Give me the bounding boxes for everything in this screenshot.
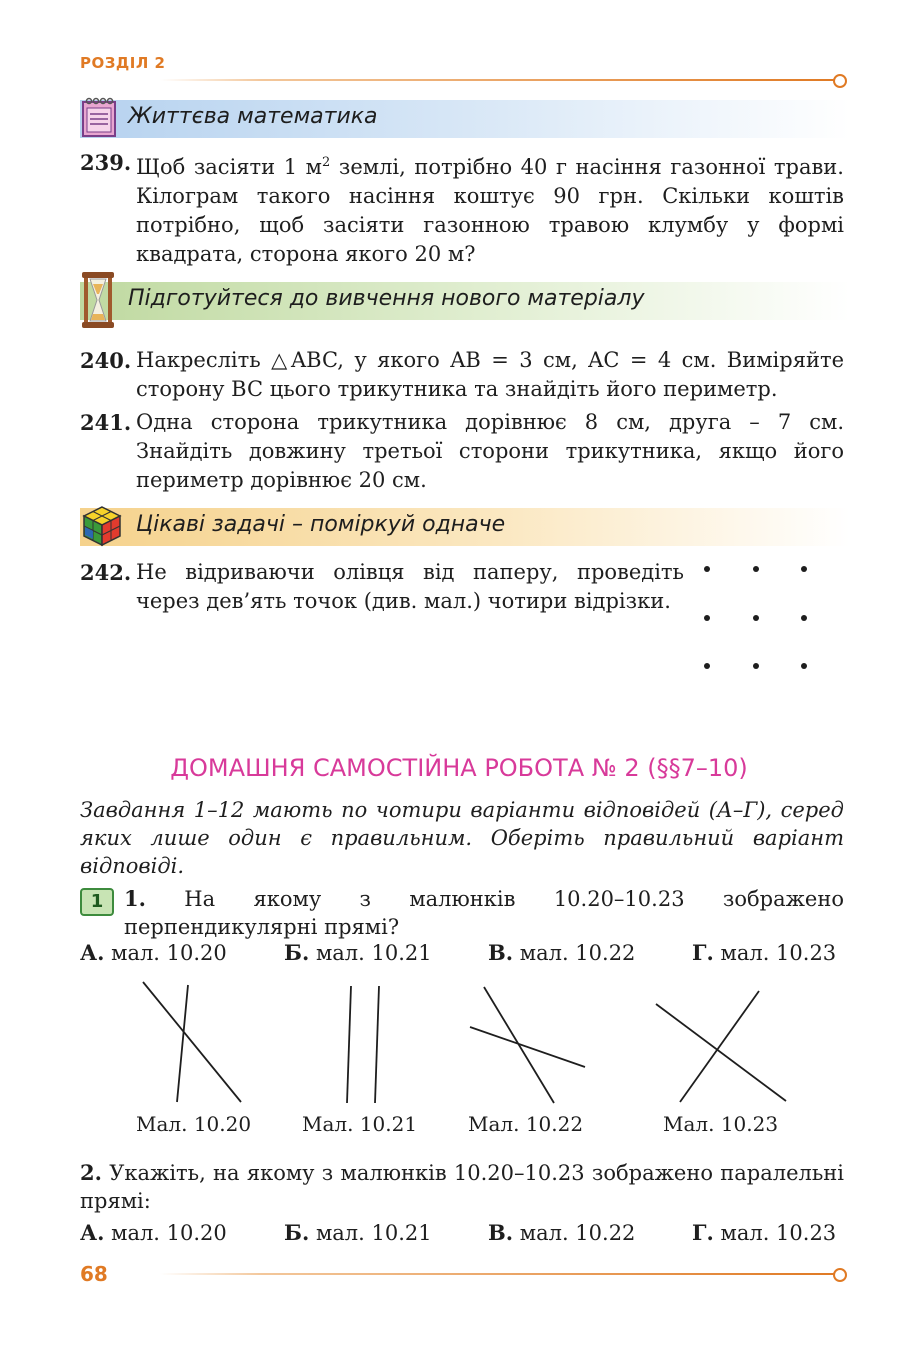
section-banner-puzzles — [80, 508, 850, 546]
problem-number: 242. — [80, 560, 132, 585]
homework-intro: Завдання 1–12 мають по чотири варіанти відповідей (А–Г), серед яких лише один є правильним. Оберіть правильний варіант відповіді. — [80, 798, 844, 878]
option-a[interactable]: А. мал. 10.20 — [80, 940, 227, 965]
question-text: На якому з малюнків 10.20–10.23 зображено перпендикулярні прямі? — [124, 887, 844, 939]
figure-caption-10-23: Мал. 10.23 — [663, 1112, 779, 1136]
figure-10-21 — [347, 986, 379, 1103]
figure-caption-10-22: Мал. 10.22 — [468, 1112, 584, 1136]
dot — [753, 566, 759, 572]
dot — [801, 663, 807, 669]
problem-240 — [80, 346, 844, 404]
question-1 — [124, 885, 844, 941]
problem-number: 241. — [80, 410, 132, 435]
option-a[interactable]: А. мал. 10.20 — [80, 1220, 227, 1245]
footer-rule — [160, 1273, 835, 1275]
option-d[interactable]: Г. мал. 10.23 — [692, 940, 837, 965]
dot — [704, 566, 710, 572]
chapter-label: РОЗДІЛ 2 — [80, 54, 166, 72]
option-b[interactable]: Б. мал. 10.21 — [284, 940, 432, 965]
problem-text: Одна сторона трикутника дорівнює 8 см, друга – 7 см. Знайдіть довжину третьої сторони трикутника, якщо його периметр дорівнює 20 см. — [136, 410, 844, 492]
problem-text: Накресліть △ABC, у якого AB = 3 см, AC = 4 см. Виміряйте сторону BC цього трикутника та знайдіть його периметр. — [136, 348, 844, 401]
problem-242 — [80, 558, 684, 616]
homework-title: ДОМАШНЯ САМОСТІЙНА РОБОТА № 2 (§§7–10) — [170, 754, 748, 782]
section-banner-life-math — [80, 100, 850, 138]
figure-caption-10-21: Мал. 10.21 — [302, 1112, 418, 1136]
page-number: 68 — [80, 1262, 108, 1286]
header-rule — [160, 79, 835, 81]
figure-10-23 — [656, 991, 786, 1102]
answer-options-q1 — [80, 940, 850, 965]
section-banner-prepare — [80, 282, 850, 320]
dot — [704, 615, 710, 621]
question-number: 1. — [124, 886, 146, 911]
figure-10-22 — [470, 987, 585, 1103]
option-b[interactable]: Б. мал. 10.21 — [284, 1220, 432, 1245]
hourglass-icon — [80, 270, 116, 330]
dot — [801, 566, 807, 572]
option-d[interactable]: Г. мал. 10.23 — [692, 1220, 837, 1245]
section-title: Цікаві задачі – поміркуй одначе — [136, 512, 506, 537]
dot — [753, 615, 759, 621]
dot — [801, 615, 807, 621]
option-c[interactable]: В. мал. 10.22 — [488, 940, 636, 965]
notepad-icon — [80, 96, 120, 138]
question-number: 2. — [80, 1160, 102, 1185]
problem-number: 240. — [80, 348, 132, 373]
dot — [753, 663, 759, 669]
question-2 — [80, 1159, 844, 1215]
answer-options-q2 — [80, 1220, 850, 1245]
problem-text: Щоб засіяти 1 $м^2$ землі, потрібно 40 г насіння газонної трави. Кілограм такого насіння коштує 90 грн. Скільки коштів потрібно, щоб засіяти газонною травою клумбу у формі квадрата, сторона якого 20 м? — [136, 155, 844, 266]
dot — [704, 663, 710, 669]
problem-241 — [80, 408, 844, 495]
figure-10-20 — [143, 982, 241, 1102]
problem-239 — [80, 148, 844, 269]
line-figures — [0, 970, 918, 1110]
option-c[interactable]: В. мал. 10.22 — [488, 1220, 636, 1245]
rubiks-cube-icon — [80, 504, 124, 548]
question-text: Укажіть, на якому з малюнків 10.20–10.23 зображено паралельні прямі: — [80, 1161, 844, 1213]
problem-text: Не відриваючи олівця від паперу, проведіть через дев’ять точок (див. мал.) чотири відрізки. — [136, 560, 684, 613]
problem-number: 239. — [80, 150, 132, 175]
level-badge: 1 — [80, 888, 114, 916]
figure-caption-10-20: Мал. 10.20 — [136, 1112, 252, 1136]
header-rule-end — [833, 74, 847, 88]
footer-rule-end — [833, 1268, 847, 1282]
section-title: Підготуйтеся до вивчення нового матеріалу — [128, 286, 645, 311]
nine-dots-figure — [700, 562, 820, 682]
section-title: Життєва математика — [128, 104, 378, 129]
